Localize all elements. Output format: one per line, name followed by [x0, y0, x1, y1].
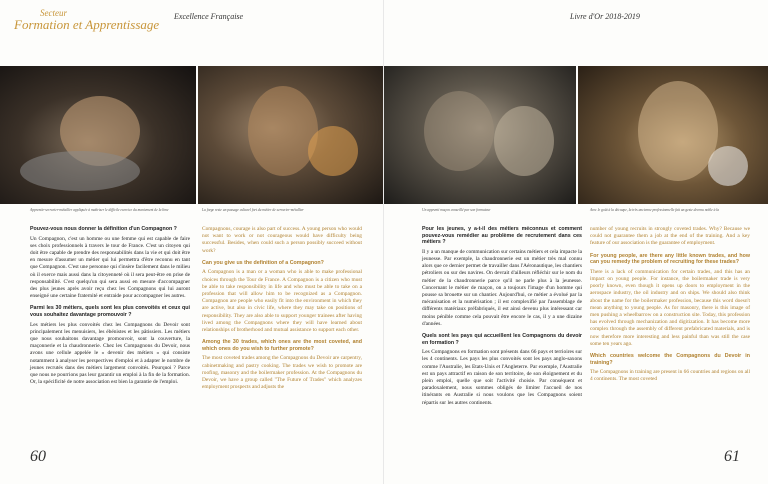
running-header-right: Livre d'Or 2018-2019	[570, 12, 640, 21]
photo-mason-instructor	[384, 66, 576, 204]
running-header-left: Excellence Française	[174, 12, 244, 21]
answer-trades-fr: Les métiers les plus convoités chez les Compagnons du Devoir sont principalement les menuisiers, les ébénistes et les pâtissiers. Les métiers que nous souhaitons davantage promouvoir, sont la couverture, la maçonnerie et la chaudronnerie. Chez les Compagnons du Devoir, nous avons une cellule appelée le « devenir des métiers » qui consiste notamment à analyser les perspectives d'emploi et à adapter le nombre de jeunes recrutés dans des métiers largement convoités. Pourquoi ? Parce que nous ne pourrions pas leur garantir un emploi à la fin de la formation. Or, la spécificité de notre association est bien la garantie de l'emploi.	[30, 321, 190, 386]
section-title-line1: Secteur	[40, 8, 67, 18]
left-column-french	[30, 226, 190, 391]
right-column-french	[422, 226, 582, 412]
answer-countries-fr: Les Compagnons en formation sont présents dans 66 pays et terrioires sur les 4 continents. Les pays les plus convoités sont les pays anglo-saxons comme l'Australie, les Etats-Unis et l'Angleterre. Par exemple, l'Australie est un pays attractif en raison de son territoire, de son éloignement et du plein emploi, quelle que soit l'activité choisie. Par conséquent et paradoxalement, nous sommes obligés de limiter l'accueil de nos itinérants en Australie si nous voulons que les Compagnons soient répartis sur les autres continents.	[422, 349, 582, 406]
photo-welder-cutting	[578, 66, 768, 204]
caption-photo2: La forge reste un passage culturel fort du métier de serrurier-métallier	[202, 208, 304, 212]
section-title-line2: Formation et Apprentissage	[14, 17, 160, 32]
photo-apprentice-filing	[0, 66, 196, 204]
photo-forge	[198, 66, 384, 204]
page-number-left: 60	[30, 448, 46, 465]
right-column-english	[590, 226, 750, 389]
answer-definition-en: A Compagnon is a man or a woman who is able to make professional choices through the Tour de France. A Compagnon is a citizen who must be able to take responsibility in life and who must be able to take on a profession that will allow him to be recognized as a Compagnon. Compagnon are people who easily fit into the environment in which they are active, but also in civic life, where they may take on positions of responsibility. They are also able to support younger trainees after having lived among the Compagnons where they will have learned about relationships of brotherhood and mutual assistance to support each other.	[202, 269, 362, 334]
right-page	[384, 0, 768, 484]
question-countries-en: Which countries welcome the Compagnons du Devoir in training?	[590, 353, 750, 366]
question-countries-fr: Quels sont les pays qui accueillent les Compagnons du devoir en formation ?	[422, 333, 582, 346]
question-definition-fr: Pouvez-vous nous donner la définition d'un Compagnon ?	[30, 226, 177, 232]
left-column-english	[202, 226, 362, 396]
answer-definition-fr: Un Compagnon, c'est un homme ou une femme qui est capable de faire ses choix professionnels à travers le tour de France. C'est un citoyen qui doit être capable de prendre des responsabilités dans la vie et qui doit être en mesure d'assumer un métier qui lui permettra d'être reconnu en tant que Compagnon. C'est une personne qui s'insère facilement dans le milieu où il exerce mais aussi dans la citoyenneté où il sera peut-être en prise de responsabilité. C'est quelqu'un qui sera aussi en mesure d'accompagner des plus jeunes après avoir reçu chez les Compagnons qui lui auront enseigné une certaine fraternité et entraide pour accompagner les autres.	[30, 235, 190, 300]
question-trades-en: Among the 30 trades, which ones are the most coveted, and which ones do you wish to further promote?	[202, 339, 362, 352]
question-unknown-trades-en: For young people, are there any little known trades, and how can you remedy the problem of recruiting for these trades?	[590, 252, 750, 266]
question-unknown-trades-fr: Pour les jeunes, y a-t-il des métiers méconnus et comment pouvez-vous remédier au problème de recrutement dans ces métiers ?	[422, 226, 582, 246]
question-definition-en: Can you give us the definition of a Compagnon?	[202, 259, 324, 266]
answer-countries-en: The Compagnons in training are present in 66 countries and regions on all 4 continents. The most coveted	[590, 369, 750, 383]
page-number-right: 61	[724, 448, 740, 465]
answer-unknown-trades-fr: Il y a un manque de communication sur certains métiers et cela impacte la jeunesse. Par exemple, la chaudronnerie est un métier très mal connu alors que ce dernier permet de travailler dans l'Aéronautique, les chantiers pétroliers ou sur des navires. On devrait d'ailleurs réfléchir sur le nom du métier de la chaudronnerie parce qu'il ne parle plus à la jeunesse. Concernant le métier de maçon, on a toujours l'image d'un homme qui pousse sa brouette sur un chantier. Aujourd'hui, ce métier a évolué par la mécanisation et la numérisation ; il est complexifié par l'assemblage de différents matériaux préfabriqués, il est ainsi devenu plus intéressant car moins pénible comme cela pouvait être encore le cas, il y a une dizaine d'années.	[422, 248, 582, 327]
answer-trades-en: The most coveted trades among the Compagnons du Devoir are carpentry, cabinetmaking and pastry cooking. The trades we wish to promote are roofing, masonry and the boilermaker profession. At the Compagnons du Devoir, we have a group called "The Future of Trades" which analyzes employment prospects and adjusts the	[202, 355, 362, 391]
caption-photo4: Avec le goût à la découpe, la très ancienne professionnelle fait un geste devenu noble à la	[590, 208, 720, 212]
question-trades-fr: Parmi les 30 métiers, quels sont les plus convoités et ceux qui vous souhaitez davantage promouvoir ?	[30, 305, 190, 319]
section-title	[14, 8, 159, 30]
caption-photo1: Apprentie-serrurier-métallier appliquée à maîtriser le difficile exercice du maniement de la lime	[30, 208, 169, 212]
caption-photo3: Un apprenti maçon conseillé par son formateur	[422, 208, 491, 212]
answer-courage-en: Compagnons, courage is also part of success. A young person who would not want to work or not courageous would have difficulty being successful. Besides, when could such a person possibly succeed without work?	[202, 226, 362, 254]
answer-recruits-en: number of young recruits in strongly coveted trades. Why? Because we could not guarantee them a job at the end of the training. And a key feature of our association is the guarantee of employment.	[590, 226, 750, 247]
answer-unknown-trades-en: There is a lack of communication for certain trades, and this has an impact on young people. For instance, the boilermaker trade is very poorly known, even though it opens up doors to employment in the aerospace industry, the oil industry and on ships. We should also think about the name for the boilermaker profession, because this word doesn't mean anything to young people. As for masonry, there is this image of men pushing a wheelbarrow on a construction site. Today, this profession has evolved through mechanization and digitization. It has become more complex through the assembly of different prefabricated materials, and is now therefore more interesting and less painful than was still the case some ten years ago.	[590, 268, 750, 347]
